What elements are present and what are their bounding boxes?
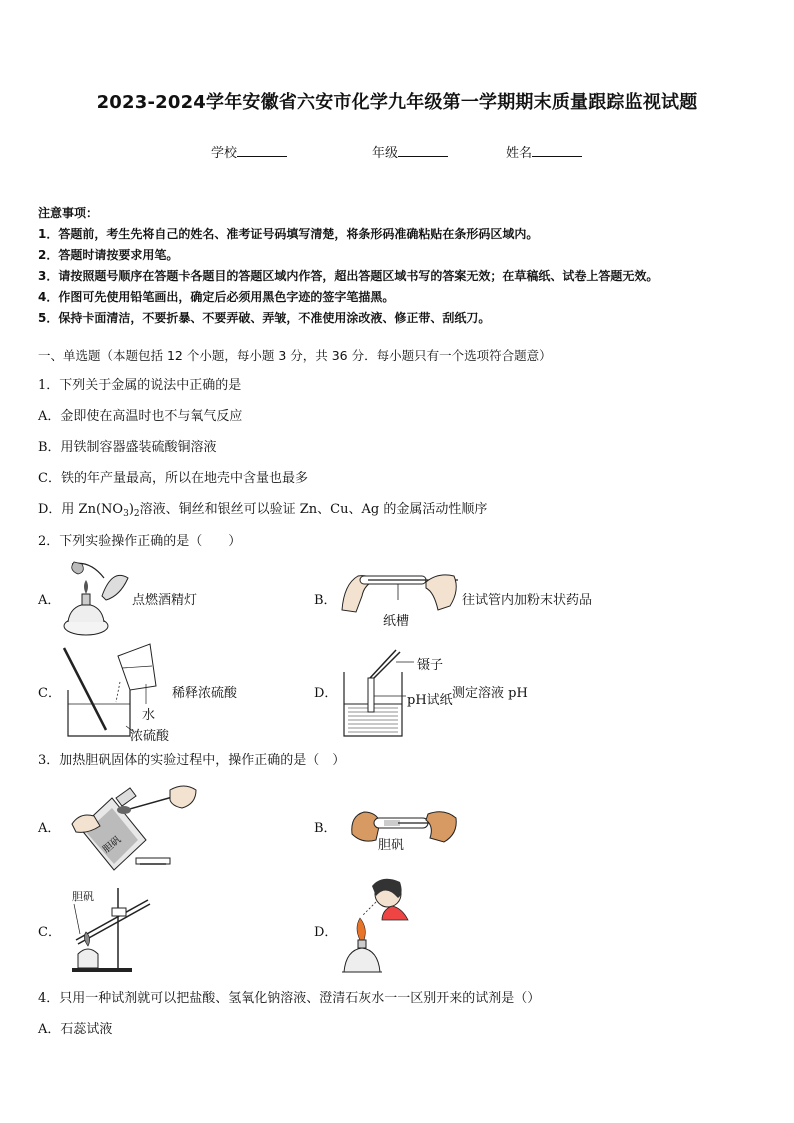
section-heading: 一、单选题（本题包括 12 个小题，每小题 3 分，共 36 分．每小题只有一个选项符合题意） xyxy=(38,348,552,363)
q4-option-a[interactable]: A．石蕊试液 xyxy=(38,1022,113,1037)
grade-blank[interactable] xyxy=(398,144,448,157)
q1-d-prefix: D．用 Zn(NO xyxy=(38,502,124,517)
q2-c-text: 稀释浓硫酸 xyxy=(172,686,238,701)
note-item: 3．请按照题号顺序在答题卡各题目的答题区域内作答，超出答题区域书写的答案无效；在草稿纸、试卷上答题无效。 xyxy=(38,269,659,283)
q3-option-b-label[interactable]: B． xyxy=(314,821,337,836)
q3-option-d-label[interactable]: D． xyxy=(314,925,338,940)
q2-option-b-label[interactable]: B． xyxy=(314,593,337,608)
q3-stem: 3．加热胆矾固体的实验过程中，操作正确的是（ ） xyxy=(38,753,346,768)
school-blank[interactable] xyxy=(237,144,287,157)
q1-option-c[interactable]: C．铁的年产量最高，所以在地壳中含量也最多 xyxy=(38,471,308,486)
q2-d-tweezers: 镊子 xyxy=(417,658,444,673)
q2-b-caption: 纸槽 xyxy=(383,614,410,629)
notes-block xyxy=(38,203,658,329)
q3-c-caption: 胆矾 xyxy=(72,890,94,903)
q3-option-c-label[interactable]: C． xyxy=(38,925,61,940)
grade-field[interactable] xyxy=(372,142,448,161)
q2-stem: 2．下列实验操作正确的是（ ） xyxy=(38,534,242,549)
q2-a-text: 点燃酒精灯 xyxy=(132,593,198,608)
page-title: 2023-2024学年安徽省六安市化学九年级第一学期期末质量跟踪监视试题 xyxy=(96,92,698,113)
name-label: 姓名 xyxy=(506,146,533,161)
name-blank[interactable] xyxy=(532,144,582,157)
name-field[interactable] xyxy=(506,142,582,161)
q1-d-subscript: 3 xyxy=(123,509,129,519)
q3-b-caption: 胆矾 xyxy=(378,838,405,853)
q1-option-d[interactable] xyxy=(38,498,487,519)
note-item: 5．保持卡面清洁，不要折暴、不要弄破、弄皱，不准使用涂改液、修正带、刮纸刀。 xyxy=(38,311,491,325)
q2-b-text: 往试管内加粉末状药品 xyxy=(462,593,593,608)
notes-heading: 注意事项： xyxy=(38,206,99,220)
q2-option-d-label[interactable]: D． xyxy=(314,686,338,701)
school-field[interactable] xyxy=(211,142,287,161)
q3-a-bottle-label: 胆矾 xyxy=(101,834,124,856)
school-label: 学校 xyxy=(211,146,238,161)
alcohol-lamp-lighting-icon xyxy=(60,556,132,638)
q1-stem: 1．下列关于金属的说法中正确的是 xyxy=(38,378,242,393)
ph-test-beaker-icon xyxy=(340,648,414,740)
q2-c-water: 水 xyxy=(142,708,156,723)
note-item: 1．答题前，考生先将自己的姓名、准考证号码填写清楚，将条形码准确粘贴在条形码区域内。 xyxy=(38,227,539,241)
q1-option-b[interactable]: B．用铁制容器盛装硫酸铜溶液 xyxy=(38,440,217,455)
note-item: 2．答题时请按要求用笔。 xyxy=(38,248,179,262)
paper-trough-test-tube-icon xyxy=(338,566,462,616)
q1-option-a[interactable]: A．金即使在高温时也不与氧气反应 xyxy=(38,409,243,424)
q2-d-paper: pH试纸 xyxy=(407,693,453,708)
q1-d-paren: ) xyxy=(128,502,134,517)
q2-option-a-label[interactable]: A． xyxy=(38,593,61,608)
q4-stem: 4．只用一种试剂就可以把盐酸、氢氧化钠溶液、澄清石灰水一一区别开来的试剂是（） xyxy=(38,991,541,1006)
q1-d-suffix: 溶液、铜丝和银丝可以验证 Zn、Cu、Ag 的金属活动性顺序 xyxy=(139,502,488,517)
q2-c-acid: 浓硫酸 xyxy=(130,729,170,744)
grade-label: 年级 xyxy=(372,146,399,161)
note-item: 4．作图可先使用铅笔画出，确定后必须用黑色字迹的签字笔描黑。 xyxy=(38,290,395,304)
blowing-out-lamp-icon xyxy=(342,874,412,978)
q3-option-a-label[interactable]: A． xyxy=(38,821,61,836)
q1-d-subscript2: 2 xyxy=(133,509,140,519)
q2-option-c-label[interactable]: C． xyxy=(38,686,61,701)
spoon-reagent-bottle-icon xyxy=(72,782,198,872)
q2-d-text: 测定溶液 pH xyxy=(452,686,528,701)
